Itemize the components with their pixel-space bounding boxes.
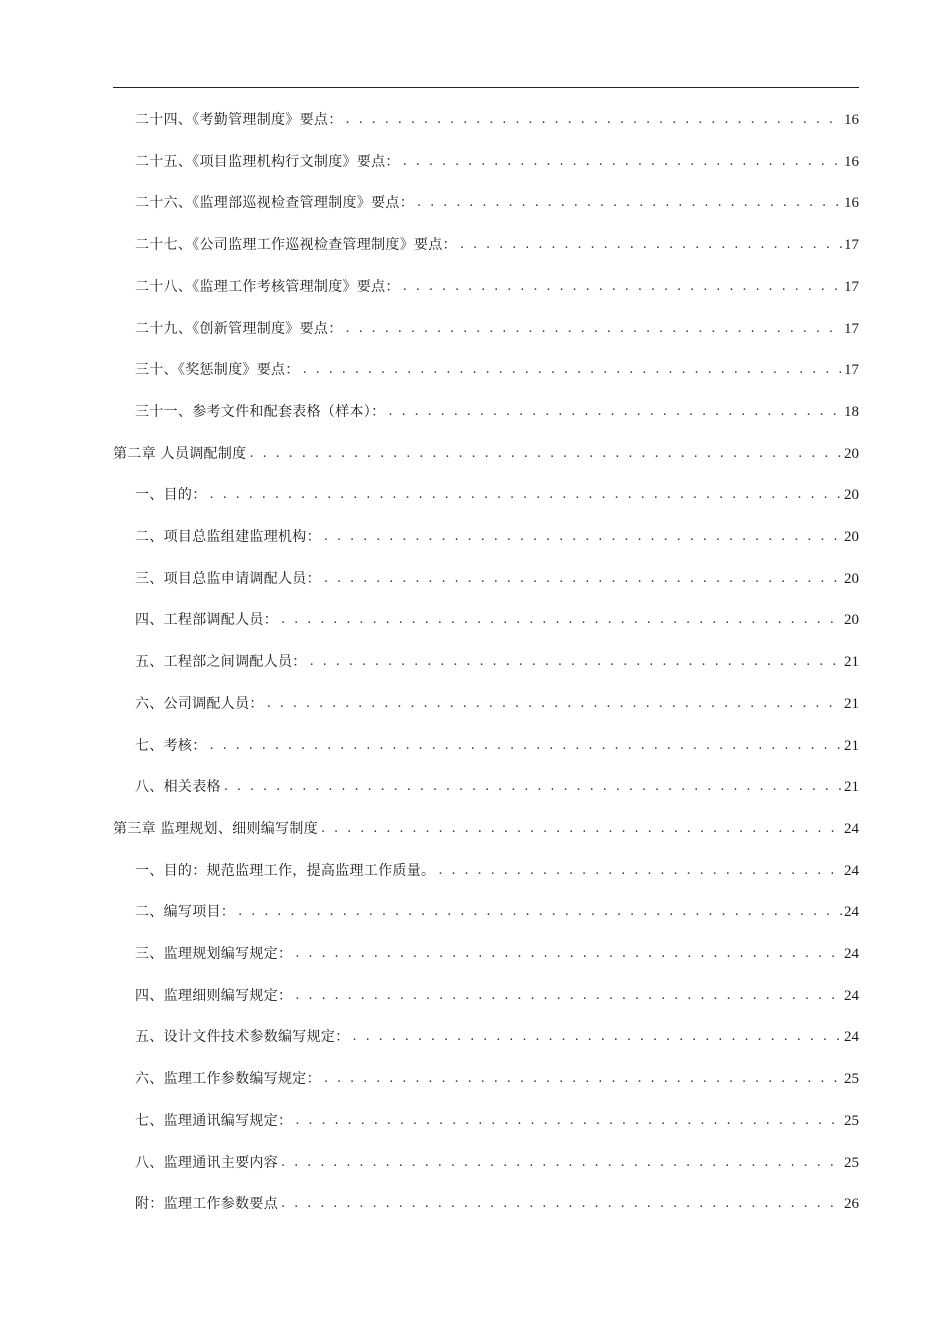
toc-entry[interactable] — [135, 275, 859, 297]
toc-dot-leader — [324, 1069, 842, 1089]
toc-entry[interactable] — [135, 692, 859, 714]
toc-entry[interactable] — [135, 900, 859, 922]
toc-entry-title: 五、工程部之间调配人员： — [135, 654, 307, 671]
toc-entry[interactable] — [135, 358, 859, 380]
toc-entry-page: 20 — [844, 487, 859, 504]
toc-entry[interactable] — [135, 942, 859, 964]
toc-entry-page: 24 — [844, 862, 859, 879]
toc-dot-leader — [417, 193, 842, 213]
toc-entry-title: 二十八、《监理工作考核管理制度》要点： — [135, 278, 400, 295]
toc-dot-leader — [438, 861, 842, 881]
toc-dot-leader — [267, 694, 842, 714]
toc-entry-title: 二十五、《项目监理机构行文制度》要点： — [135, 153, 400, 170]
toc-entry-title: 七、监理通讯编写规定： — [135, 1112, 293, 1129]
toc-entry-title: 八、相关表格 — [135, 779, 221, 796]
toc-entry-page: 16 — [844, 195, 859, 212]
toc-entry[interactable] — [135, 317, 859, 339]
toc-dot-leader — [295, 944, 842, 964]
toc-entry-title: 五、设计文件技术参数编写规定： — [135, 1029, 350, 1046]
toc-dot-leader — [346, 110, 843, 130]
toc-entry-page: 21 — [844, 654, 859, 671]
toc-entry-title: 七、考核： — [135, 737, 207, 754]
toc-entry[interactable] — [135, 567, 859, 589]
toc-entry-page: 20 — [844, 612, 859, 629]
toc-entry[interactable] — [135, 400, 859, 422]
toc-entry-title: 三十、《奖惩制度》要点： — [135, 362, 300, 379]
toc-entry[interactable] — [135, 1192, 859, 1214]
toc-entry-title: 第三章 监理规划、细则编写制度 — [113, 820, 318, 837]
toc-entry[interactable] — [135, 1025, 859, 1047]
toc-entry-title: 二、项目总监组建监理机构： — [135, 529, 321, 545]
toc-entry[interactable] — [135, 859, 859, 881]
toc-entry-page: 16 — [844, 112, 859, 128]
toc-entry-title: 二、编写项目： — [135, 904, 236, 921]
toc-dot-leader — [310, 652, 842, 672]
toc-entry-title: 六、监理工作参数编写规定： — [135, 1071, 321, 1088]
toc-dot-leader — [281, 1194, 842, 1214]
toc-entry[interactable] — [135, 150, 859, 172]
toc-entry-title: 四、工程部调配人员： — [135, 612, 278, 629]
toc-entry-page: 21 — [844, 737, 859, 754]
toc-entry[interactable] — [135, 984, 859, 1006]
toc-entry-title: 附：监理工作参数要点 — [135, 1196, 278, 1213]
toc-entry[interactable] — [135, 1151, 859, 1173]
toc-dot-leader — [324, 527, 842, 547]
toc-dot-leader — [346, 319, 843, 339]
toc-entry[interactable] — [135, 608, 859, 630]
toc-entry-page: 24 — [844, 946, 859, 962]
toc-dot-leader — [403, 152, 842, 172]
toc-entry-title: 二十七、《公司监理工作巡视检查管理制度》要点： — [135, 237, 457, 254]
toc-dot-leader — [238, 902, 842, 922]
toc-dot-leader — [388, 402, 842, 422]
toc-dot-leader — [460, 235, 842, 255]
toc-entry-title: 四、监理细则编写规定： — [135, 987, 293, 1004]
toc-entry-page: 24 — [844, 904, 859, 921]
toc-entry[interactable] — [135, 483, 859, 505]
toc-dot-leader — [295, 986, 842, 1006]
toc-dot-leader — [295, 1111, 842, 1131]
toc-entry-page: 25 — [844, 1154, 859, 1171]
toc-entry-page: 18 — [844, 403, 859, 420]
toc-entry-page: 17 — [844, 278, 859, 295]
toc-entry-title: 三、监理规划编写规定： — [135, 946, 293, 962]
toc-entry[interactable] — [135, 108, 859, 130]
toc-entry-page: 24 — [844, 1029, 859, 1046]
toc-entry-title: 第二章 人员调配制度 — [113, 445, 247, 462]
toc-entry-page: 20 — [844, 570, 859, 587]
toc-entry-page: 20 — [844, 445, 859, 462]
header-rule — [113, 87, 859, 88]
toc-dot-leader — [303, 360, 842, 380]
toc-entry-title: 二十九、《创新管理制度》要点： — [135, 320, 343, 337]
toc-entry[interactable] — [135, 1109, 859, 1131]
toc-entry[interactable] — [135, 734, 859, 756]
toc-entry-page: 25 — [844, 1071, 859, 1088]
toc-entry-title: 八、监理通讯主要内容 — [135, 1154, 278, 1171]
toc-dot-leader — [210, 485, 843, 505]
toc-dot-leader — [353, 1027, 843, 1047]
toc-entry-page: 26 — [844, 1196, 859, 1213]
toc-entry-title: 三十一、参考文件和配套表格（样本）： — [135, 403, 386, 420]
toc-entry-page: 17 — [844, 320, 859, 337]
toc-entry-page: 24 — [844, 987, 859, 1004]
toc-dot-leader — [321, 819, 842, 839]
toc-dot-leader — [210, 736, 843, 756]
toc-entry-page: 16 — [844, 153, 859, 170]
toc-chapter-entry[interactable] — [113, 817, 859, 839]
toc-entry-title: 二十六、《监理部巡视检查管理制度》要点： — [135, 195, 414, 212]
toc-entry-title: 三、项目总监申请调配人员： — [135, 570, 321, 587]
toc-entry-title: 一、目的：规范监理工作，提高监理工作质量。 — [135, 862, 436, 879]
toc-entry-title: 六、公司调配人员： — [135, 695, 264, 712]
toc-entry-page: 17 — [844, 362, 859, 379]
toc-dot-leader — [281, 610, 842, 630]
toc-dot-leader — [403, 277, 842, 297]
toc-entry[interactable] — [135, 233, 859, 255]
toc-entry-title: 二十四、《考勤管理制度》要点： — [135, 112, 343, 128]
toc-entry-page: 21 — [844, 695, 859, 712]
toc-dot-leader — [324, 569, 842, 589]
toc-entry-page: 21 — [844, 779, 859, 796]
toc-dot-leader — [224, 777, 842, 797]
toc-entry[interactable] — [135, 525, 859, 547]
toc-dot-leader — [249, 444, 842, 464]
toc-entry[interactable] — [135, 650, 859, 672]
toc-entry-page: 17 — [844, 237, 859, 254]
toc-dot-leader — [281, 1153, 842, 1173]
toc-entry-page: 20 — [844, 529, 859, 545]
toc-entry-title: 一、目的： — [135, 487, 207, 504]
toc-entry[interactable] — [135, 775, 859, 797]
toc-entry-page: 24 — [844, 820, 859, 837]
toc-entry[interactable] — [135, 191, 859, 213]
toc-chapter-entry[interactable] — [113, 442, 859, 464]
toc-entry-page: 25 — [844, 1112, 859, 1129]
toc-entry[interactable] — [135, 1067, 859, 1089]
